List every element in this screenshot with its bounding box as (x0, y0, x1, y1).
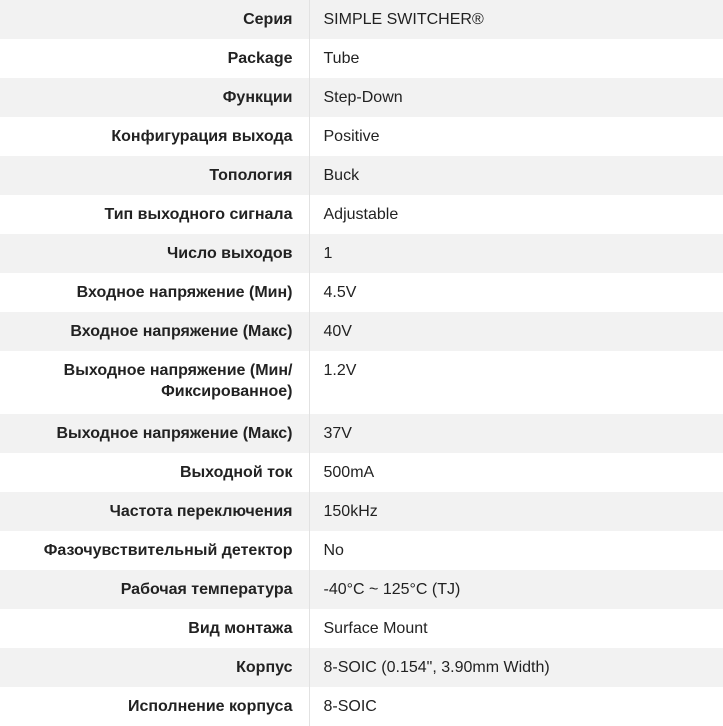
spec-value: No (323, 542, 344, 559)
spec-value: -40°C ~ 125°C (TJ) (323, 581, 461, 598)
spec-value: Positive (323, 128, 380, 145)
spec-row (0, 312, 723, 351)
spec-value: Adjustable (323, 206, 399, 223)
spec-label: Фазочувствительный детектор (0, 531, 309, 570)
spec-value: Step-Down (323, 89, 403, 106)
spec-value: 1.2V (323, 362, 357, 379)
spec-row (0, 156, 723, 195)
spec-label: Исполнение корпуса (0, 687, 309, 726)
spec-row (0, 414, 723, 453)
spec-value: 40V (323, 323, 352, 340)
spec-label: Входное напряжение (Макс) (0, 312, 309, 351)
spec-value: 8-SOIC (0.154", 3.90mm Width) (323, 659, 550, 676)
spec-row (0, 570, 723, 609)
spec-label: Тип выходного сигнала (0, 195, 309, 234)
spec-row (0, 234, 723, 273)
spec-label: Частота переключения (0, 492, 309, 531)
spec-label: Функции (0, 78, 309, 117)
spec-value: 500mA (323, 464, 375, 481)
spec-row (0, 687, 723, 726)
spec-value: Tube (323, 50, 360, 67)
spec-row (0, 0, 723, 39)
spec-value: 1 (323, 245, 333, 262)
spec-row (0, 648, 723, 687)
spec-label: Выходной ток (0, 453, 309, 492)
spec-row (0, 453, 723, 492)
spec-label: Число выходов (0, 234, 309, 273)
spec-row (0, 492, 723, 531)
spec-row (0, 117, 723, 156)
spec-value: 150kHz (323, 503, 378, 520)
spec-row (0, 531, 723, 570)
spec-label: Рабочая температура (0, 570, 309, 609)
spec-row (0, 351, 723, 414)
spec-label: Package (0, 39, 309, 78)
spec-row (0, 195, 723, 234)
spec-row (0, 609, 723, 648)
spec-label: Серия (0, 0, 309, 39)
spec-label: Топология (0, 156, 309, 195)
spec-label: Корпус (0, 648, 309, 687)
spec-row (0, 39, 723, 78)
spec-label: Выходное напряжение (Мин/ Фиксированное) (0, 351, 309, 414)
spec-value: Buck (323, 167, 360, 184)
spec-row (0, 273, 723, 312)
spec-value: 37V (323, 425, 352, 442)
spec-label: Входное напряжение (Мин) (0, 273, 309, 312)
spec-label: Конфигурация выхода (0, 117, 309, 156)
spec-value: 8-SOIC (323, 698, 377, 715)
spec-label: Вид монтажа (0, 609, 309, 648)
spec-label: Выходное напряжение (Макс) (0, 414, 309, 453)
spec-value: SIMPLE SWITCHER® (323, 11, 484, 28)
spec-value: Surface Mount (323, 620, 428, 637)
spec-value: 4.5V (323, 284, 357, 301)
spec-row (0, 78, 723, 117)
